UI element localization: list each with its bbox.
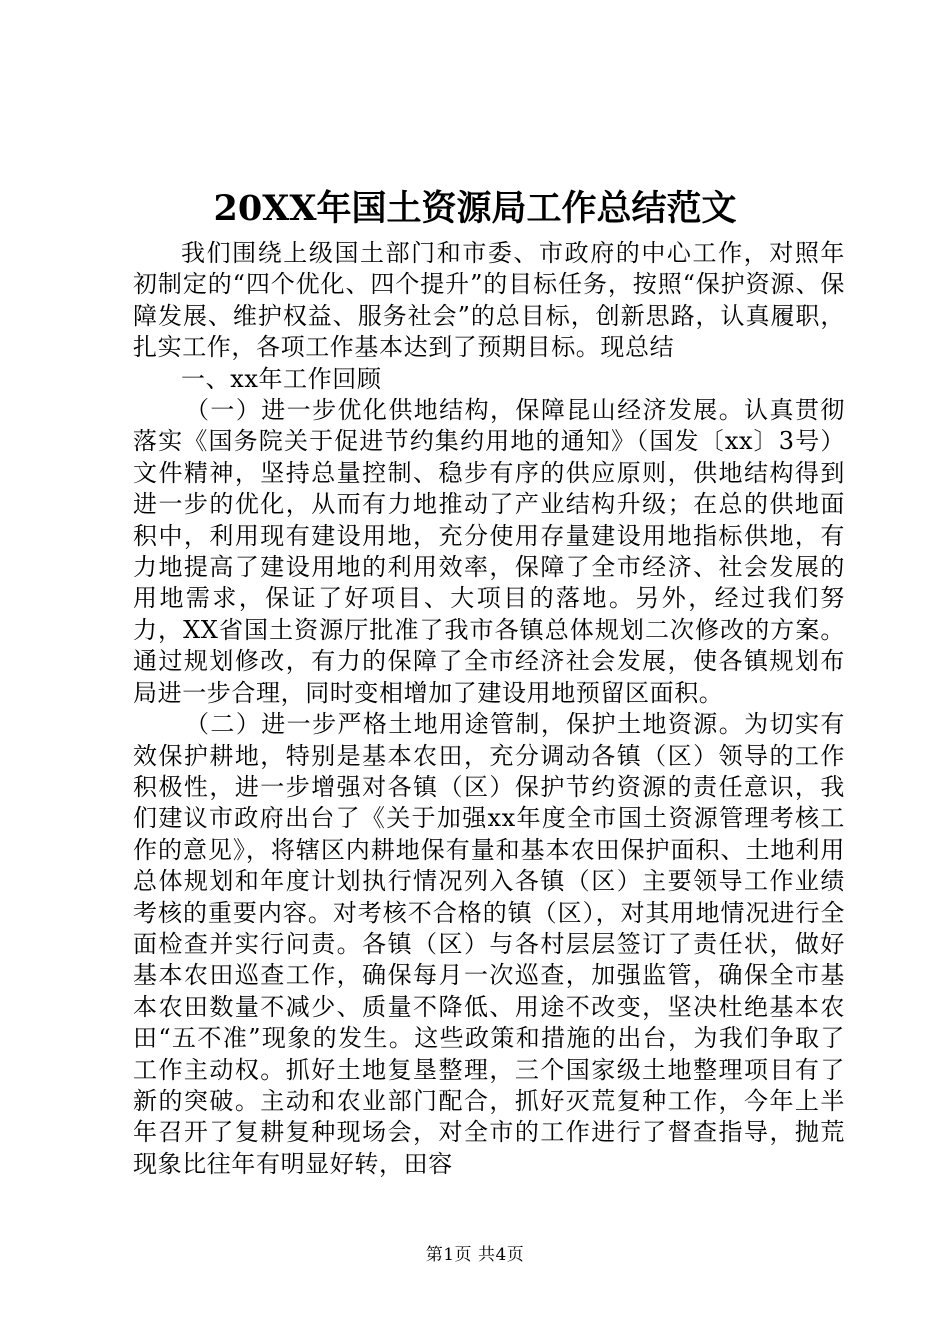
document-body: [133, 238, 845, 1180]
paragraph-part-one: （一）进一步优化供地结构，保障昆山经济发展。认真贯彻落实《国务院关于促进节约集约用地的通知》（国发〔xx〕3号）文件精神，坚持总量控制、稳步有序的供应原则，供地结构得到进一步的优化，从而有力地推动了产业结构升级；在总的供地面积中，利用现有建设用地，充分使用存量建设用地指标供地，有力地提高了建设用地的利用效率，保障了全市经济、社会发展的用地需求，保证了好项目、大项目的落地。另外，经过我们努力，XX省国土资源厅批准了我市各镇总体规划二次修改的方案。通过规划修改，有力的保障了全市经济社会发展，使各镇规划布局进一步合理，同时变相增加了建设用地预留区面积。: [133, 396, 845, 707]
page-number-footer: 第1页 共4页: [425, 1245, 525, 1265]
section-heading: 一、xx年工作回顾: [181, 364, 382, 393]
document-title: 20XX年国土资源局工作总结范文: [213, 188, 737, 229]
intro-paragraph: 我们围绕上级国土部门和市委、市政府的中心工作，对照年初制定的“四个优化、四个提升”的目标任务，按照“保护资源、保障发展、维护权益、服务社会”的总目标，创新思路，认真履职，扎实工作，各项工作基本达到了预期目标。现总结: [133, 239, 845, 362]
paragraph-part-two: （二）进一步严格土地用途管制，保护土地资源。为切实有效保护耕地，特别是基本农田，充分调动各镇（区）领导的工作积极性，进一步增强对各镇（区）保护节约资源的责任意识，我们建议市政府出台了《关于加强xx年度全市国土资源管理考核工作的意见》，将辖区内耕地保有量和基本农田保护面积、土地利用总体规划和年度计划执行情况列入各镇（区）主要领导工作业绩考核的重要内容。对考核不合格的镇（区），对其用地情况进行全面检查并实行问责。各镇（区）与各村层层签订了责任状，做好基本农田巡查工作，确保每月一次巡查，加强监管，确保全市基本农田数量不减少、质量不降低、用途不改变，坚决杜绝基本农田“五不准”现象的发生。这些政策和措施的出台，为我们争取了工作主动权。抓好土地复垦整理，三个国家级土地整理项目有了新的突破。主动和农业部门配合，抓好灭荒复种工作，今年上半年召开了复耕复种现场会，对全市的工作进行了督查指导，抛荒现象比往年有明显好转，田容: [133, 710, 845, 1178]
